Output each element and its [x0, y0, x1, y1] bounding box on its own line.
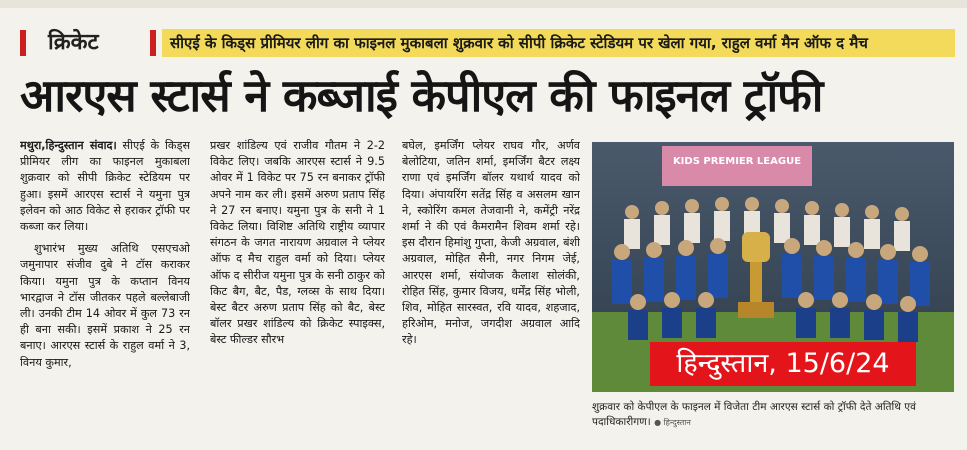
kicker-marker — [150, 30, 156, 56]
kicker-subhead: सीएई के किड्स प्रीमियर लीग का फाइनल मुकाबला शुक्रवार को सीपी क्रिकेट स्टेडियम पर खेला गया, राहुल वर्मा मैन ऑफ द मैच — [162, 29, 955, 57]
article-text-1b: शुभारंभ मुख्य अतिथि एसएचओ जमुनापार संजीव दुबे ने टॉस कराकर किया। यमुना पुत्र के कप्तान विनय भारद्वाज ने टॉस जीतकर पहले बल्लेबाजी ली। उनकी टीम 14 ओवर में कुल 73 रन ही बना सकी। इसमें प्रकाश ने 25 रन बनाए। आरएस स्टार्स के राहुल वर्मा ने 3, विनय कुमार, — [20, 242, 190, 369]
section-header — [20, 26, 950, 60]
page-top-strip — [0, 0, 967, 8]
date-stamp: हिन्दुस्तान, 15/6/24 — [650, 342, 916, 386]
dateline: मथुरा,हिन्दुस्तान संवाद। — [20, 139, 117, 152]
photo-credit: ● हिन्दुस्तान — [654, 418, 691, 427]
section-label: क्रिकेट — [48, 30, 99, 55]
article-column-2 — [210, 138, 385, 438]
article-column-1 — [20, 138, 190, 438]
headline: आरएस स्टार्स ने कब्जाई केपीएल की फाइनल ट्रॉफी — [20, 69, 823, 122]
article-text-3: बघेल, इमर्जिंग प्लेयर राघव गौर, अर्णव बेलोटिया, जतिन शर्मा, इमर्जिंग बैटर लक्ष्य राणा एवं इमर्जिंग बॉलर यथार्थ यादव को दिया। अंपायरिंग सतेंद्र सिंह व असलम खान ने, स्कोरिंग कमल तेजवानी ने, कमेंट्री नरेंद्र शर्मा ने की एवं कैमरामैन शिवम शर्मा रहे। इस दौरान हिमांशु गुप्ता, केजी अग्रवाल, बंशी अग्रवाल, मोहित सैनी, नगर निगम जेई, आरएस शर्मा, संयोजक कैलाश सोलंकी, रोहित सिंह, कुमार विजय, धर्मेंद्र सिंह भोली, शिव, मोहित सारस्वत, रवि यादव, शहजाद, हरिओम, मनोज, जगदीश अग्रवाल आदि रहे। — [402, 139, 580, 347]
photo-caption — [592, 400, 954, 430]
article-text-2: प्रखर शांडिल्य एवं राजीव गौतम ने 2-2 विकेट लिए। जबकि आरएस स्टार्स ने 9.5 ओवर में 1 विकेट पर 75 रन बनाकर ट्रॉफी अपने नाम कर ली। इसमें अरुण प्रताप सिंह ने 27 रन बनाए। यमुना पुत्र के सनी ने 1 विकेट लिया। विशिष्ट अतिथि राष्ट्रीय व्यापार संगठन के जगत नारायण अग्रवाल ने प्लेयर ऑफ द मैच राहुल वर्मा को दिया। प्लेयर ऑफ द सीरीज यमुना पुत्र के सनी ठाकुर को किट बैग, बैट, पैड, ग्लव्स के साथ दिया। बेस्ट बैटर अरुण प्रताप सिंह को बैट, बेस्ट बॉलर प्रखर शांडिल्य को क्रिकेट स्पाइक्स, बेस्ट फील्डर सौरभ — [210, 139, 385, 347]
banner-text: KIDS PREMIER LEAGUE — [672, 156, 802, 167]
article-text-1a: सीएई के किड्स प्रीमियर लीग का फाइनल मुकाबला शुक्रवार को सीपी क्रिकेट स्टेडियम पर हुआ। इसमें आरएस स्टार्स ने यमुना पुत्र इलेवन को आठ विकेट से हराकर ट्रॉफी पर कब्जा कर लिया। — [20, 139, 190, 234]
section-marker — [20, 30, 26, 56]
article-column-3 — [402, 138, 580, 438]
caption-text: शुक्रवार को केपीएल के फाइनल में विजेता टीम आरएस स्टार्स को ट्रॉफी देते अतिथि एवं पदाधिकारीगण। — [592, 401, 916, 428]
